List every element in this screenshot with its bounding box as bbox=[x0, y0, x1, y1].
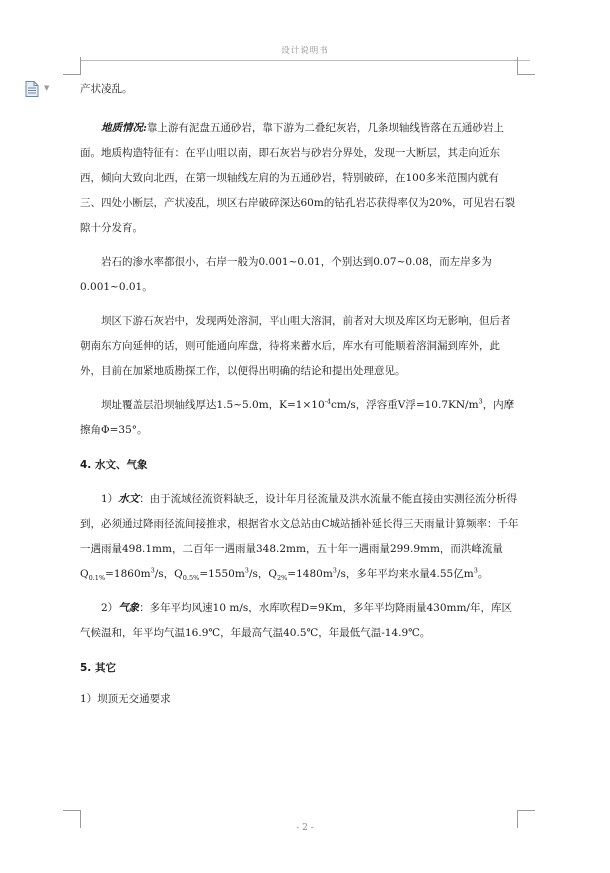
geology-label: 地质情况 bbox=[101, 122, 143, 134]
annual-inflow-sup: 3 bbox=[473, 566, 478, 575]
document-icon[interactable] bbox=[25, 81, 39, 97]
q1-value: =1860m bbox=[105, 568, 151, 580]
cover-text-c: ，内摩擦角Φ=35°。 bbox=[80, 399, 515, 436]
page-body bbox=[80, 77, 520, 712]
paragraph-karst: 坝区下游石灰岩中，发现两处溶洞，平山咀大溶洞，前者对大坝及库区均无影响，但后者朝南东方向延伸的话，则可能通向库盘，待将来蓄水后，库水有可能顺着溶洞漏到库外，此外，目前在加紧地质勘探工作，以便得出明确的结论和提出处理意见。 bbox=[80, 315, 511, 377]
annual-inflow: /s，多年平均来水量4.55亿m bbox=[336, 568, 474, 580]
page-number: - 2 - bbox=[296, 823, 314, 833]
q1-subscript: 0.1% bbox=[88, 574, 106, 583]
paragraph-hydrology bbox=[80, 487, 520, 587]
hydro-text: ：由于流域径流资料缺乏，设计年月径流量及洪水流量不能直接由实测径流分析得到，必须通过降雨径流间接推求，根据省水文总站由C城站插补延长得三天雨量计算频率：千年一遇雨量498.1mm，二百年一遇雨量348.2mm，五十年一遇雨量299.9mm，而洪峰流量Q bbox=[80, 493, 519, 580]
climate-label: 气象 bbox=[118, 602, 140, 614]
cover-sup-a: -4 bbox=[324, 397, 331, 406]
q3-prefix: /s，Q bbox=[248, 568, 277, 580]
paragraph-climate bbox=[80, 596, 520, 646]
running-header: 设计说明书 bbox=[281, 46, 329, 56]
header-rule bbox=[80, 60, 530, 61]
paragraph-dam-crest: 1）坝顶无交通要求 bbox=[80, 693, 171, 705]
paragraph-continuation: 产状凌乱。 bbox=[80, 83, 133, 95]
hydro-end: 。 bbox=[477, 568, 489, 580]
paragraph-cover-layer bbox=[80, 393, 520, 443]
cover-text-b: cm/s，浮容重V浮=10.7KN/m bbox=[330, 399, 479, 411]
q2-subscript: 0.5% bbox=[182, 574, 200, 583]
section-heading-4: 4. 水文、气象 bbox=[80, 459, 148, 471]
dropdown-arrow-icon[interactable]: ▼ bbox=[44, 84, 50, 92]
climate-text: ：多年平均风速10 m/s，水库吹程D=9Km，多年平均降雨量430mm/年，库区气候温和，年平均气温16.9℃，年最高气温40.5℃，年最低气温-14.9℃。 bbox=[80, 602, 512, 639]
crop-mark-top-left bbox=[63, 57, 81, 75]
geology-colon: : bbox=[143, 122, 147, 134]
q2-sup: 3 bbox=[244, 566, 249, 575]
paragraph-geology bbox=[80, 116, 520, 241]
q3-subscript: 2% bbox=[276, 574, 288, 583]
hydro-number: 1） bbox=[101, 493, 119, 505]
cover-text-a: 坝址覆盖层沿坝轴线厚达1.5~5.0m，K=1×10 bbox=[101, 399, 325, 411]
climate-number: 2） bbox=[101, 602, 119, 614]
paragraph-permeability: 岩石的渗水率都很小，右岸一般为0.001~0.01，个别达到0.07~0.08，而左岸多为0.001~0.01。 bbox=[80, 256, 492, 293]
cover-sup-b: 3 bbox=[478, 397, 483, 406]
q1-sup: 3 bbox=[150, 566, 155, 575]
section-heading-5: 5. 其它 bbox=[80, 662, 116, 674]
q3-value: =1480m bbox=[287, 568, 333, 580]
q3-sup: 3 bbox=[332, 566, 337, 575]
q2-prefix: /s，Q bbox=[154, 568, 183, 580]
crop-mark-top-right bbox=[517, 57, 535, 75]
hydro-label: 水文 bbox=[118, 493, 140, 505]
q2-value: =1550m bbox=[199, 568, 245, 580]
geology-text: 靠上游有泥盘五通砂岩，靠下游为二叠纪灰岩，几条坝轴线皆落在五通砂岩上面。地质构造特征有：在平山咀以南，即石灰岩与砂岩分界处，发现一大断层，其走向近东西，倾向大致向北西，在第一坝轴线左肩的为五通砂岩，特别破碎，在100多米范围内就有三、四处小断层，产状凌乱，坝区右岸破碎深达60m的钻孔岩芯获得率仅为20%，可见岩石裂隙十分发育。 bbox=[80, 122, 516, 234]
